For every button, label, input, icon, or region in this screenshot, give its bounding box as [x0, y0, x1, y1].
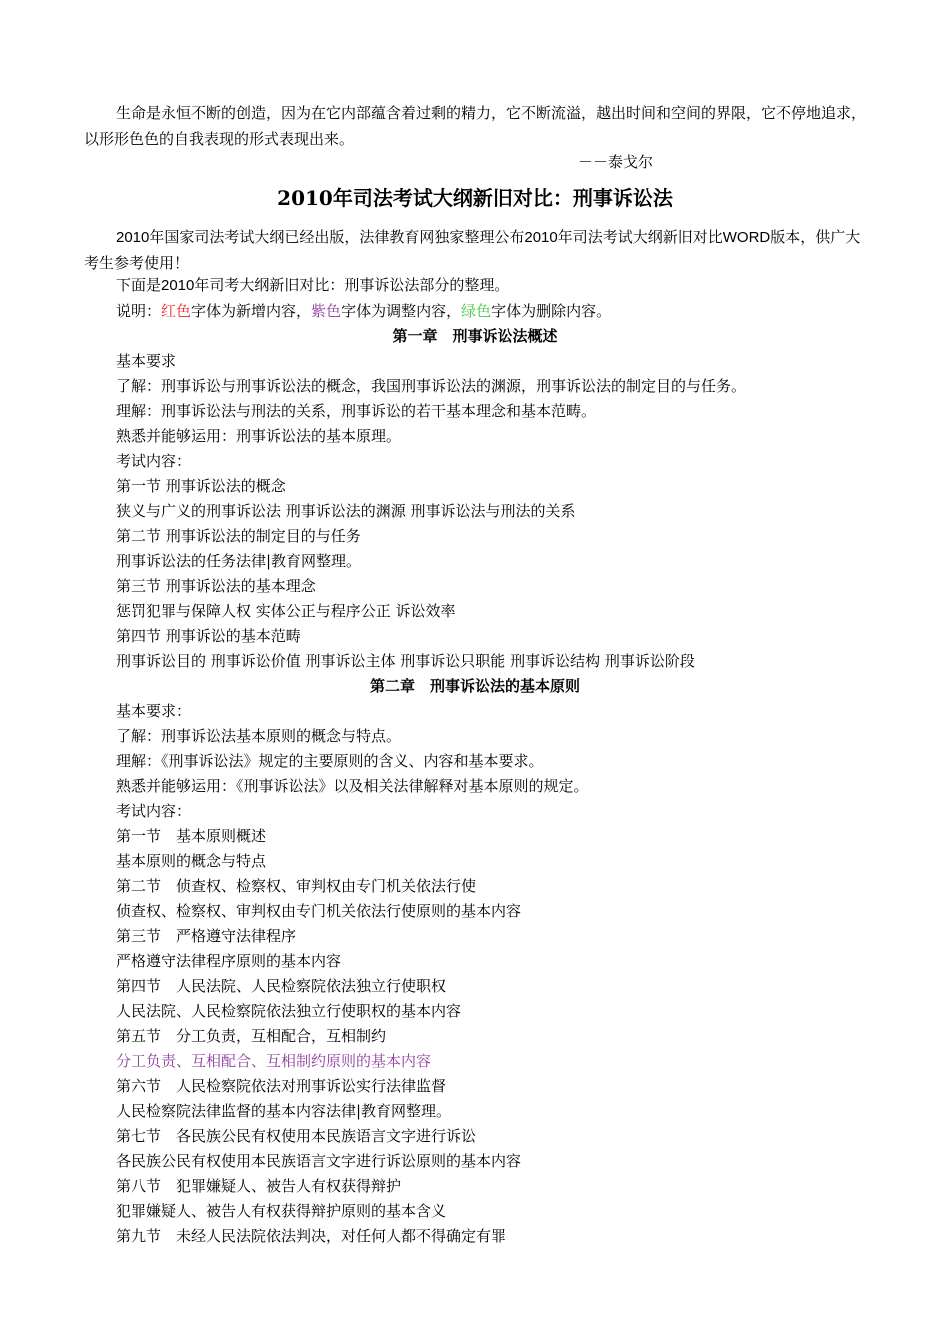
ch2-section-heading: 第六节 人民检察院依法对刑事诉讼实行法律监督: [116, 1077, 447, 1095]
intro-paragraph: 2010年国家司法考试大纲已经出版，法律教育网独家整理公布2010年司法考试大纲新旧对比WORD版本，供广大考生参考使用！: [84, 229, 861, 272]
ch1-line: 理解：刑事诉讼法与刑法的关系，刑事诉讼的若干基本理念和基本范畴。: [116, 402, 597, 420]
ch1-section-heading: 第四节 刑事诉讼的基本范畴: [116, 627, 301, 645]
ch1-line: 考试内容：: [116, 452, 192, 470]
ch1-line: 熟悉并能够运用：刑事诉讼法的基本原理。: [116, 427, 402, 445]
ch2-line: 严格遵守法律程序原则的基本内容: [116, 952, 342, 970]
ch2-line: 人民法院、人民检察院依法独立行使职权的基本内容: [116, 1002, 462, 1020]
ch2-section-heading: 第八节 犯罪嫌疑人、被告人有权获得辩护: [116, 1177, 402, 1195]
ch1-section-heading: 第二节 刑事诉讼法的制定目的与任务: [116, 527, 361, 545]
ch2-section-heading: 第五节 分工负责，互相配合，互相制约: [116, 1027, 387, 1045]
ch2-line: 基本要求：: [116, 702, 192, 720]
ch2-line: 了解：刑事诉讼法基本原则的概念与特点。: [116, 727, 402, 745]
ch1-line: 了解：刑事诉讼与刑事诉讼法的概念，我国刑事诉讼法的渊源，刑事诉讼法的制定目的与任务。: [116, 377, 747, 395]
ch2-line: 理解：《刑事诉讼法》规定的主要原则的含义、内容和基本要求。: [116, 752, 544, 770]
intro-note: 下面是2010年司考大纲新旧对比：刑事诉讼法部分的整理。: [116, 277, 510, 294]
color-legend: [116, 301, 611, 321]
ch2-section-heading: 第四节 人民法院、人民检察院依法独立行使职权: [116, 977, 447, 995]
legend-purple: 紫色: [311, 302, 342, 320]
ch2-adjusted-line: 分工负责、互相配合、互相制约原则的基本内容: [116, 1052, 432, 1070]
ch2-section-heading: 第一节 基本原则概述: [116, 827, 267, 845]
ch2-line: 基本原则的概念与特点: [116, 852, 267, 870]
ch1-line: 基本要求: [116, 352, 177, 370]
ch1-line: 刑事诉讼目的 刑事诉讼价值 刑事诉讼主体 刑事诉讼只职能 刑事诉讼结构 刑事诉讼阶段: [116, 652, 695, 670]
ch1-section-heading: 第一节 刑事诉讼法的概念: [116, 477, 286, 495]
ch1-line: 刑事诉讼法的任务法律|教育网整理。: [116, 552, 362, 570]
ch1-line: 惩罚犯罪与保障人权 实体公正与程序公正 诉讼效率: [116, 602, 456, 620]
chapter-2-heading: 第二章 刑事诉讼法的基本原则: [369, 677, 580, 695]
ch2-section-heading: 第七节 各民族公民有权使用本民族语言文字进行诉讼: [116, 1127, 477, 1145]
legend-red-desc: 字体为新增内容，: [191, 302, 312, 320]
legend-green-desc: 字体为删除内容。: [491, 302, 612, 320]
legend-prefix: 说明：: [116, 302, 162, 320]
legend-green: 绿色: [461, 302, 492, 320]
ch2-section-heading: 第二节 侦查权、检察权、审判权由专门机关依法行使: [116, 877, 477, 895]
ch2-section-heading: 第三节 严格遵守法律程序: [116, 927, 297, 945]
quote-author: －－泰戈尔: [578, 153, 654, 171]
legend-purple-desc: 字体为调整内容，: [341, 302, 462, 320]
ch2-line: 侦查权、检察权、审判权由专门机关依法行使原则的基本内容: [116, 902, 522, 920]
ch1-section-heading: 第三节 刑事诉讼法的基本理念: [116, 577, 316, 595]
chapter-1-heading: 第一章 刑事诉讼法概述: [392, 327, 558, 345]
legend-red: 红色: [161, 302, 192, 320]
ch1-line: 狭义与广义的刑事诉讼法 刑事诉讼法的渊源 刑事诉讼法与刑法的关系: [116, 502, 576, 520]
ch2-section-heading: 第九节 未经人民法院依法判决，对任何人都不得确定有罪: [116, 1227, 507, 1245]
ch2-line: 人民检察院法律监督的基本内容法律|教育网整理。: [116, 1102, 452, 1120]
document-title: 2010年司法考试大纲新旧对比：刑事诉讼法: [277, 186, 673, 210]
ch2-line: 考试内容：: [116, 802, 192, 820]
ch2-line: 熟悉并能够运用：《刑事诉讼法》以及相关法律解释对基本原则的规定。: [116, 777, 589, 795]
quote-text: 生命是永恒不断的创造，因为在它内部蕴含着过剩的精力，它不断流溢，越出时间和空间的界限，它不停地追求，以形形色色的自我表现的形式表现出来。: [84, 104, 867, 148]
ch2-line: 犯罪嫌疑人、被告人有权获得辩护原则的基本含义: [116, 1202, 447, 1220]
ch2-line: 各民族公民有权使用本民族语言文字进行诉讼原则的基本内容: [116, 1152, 522, 1170]
